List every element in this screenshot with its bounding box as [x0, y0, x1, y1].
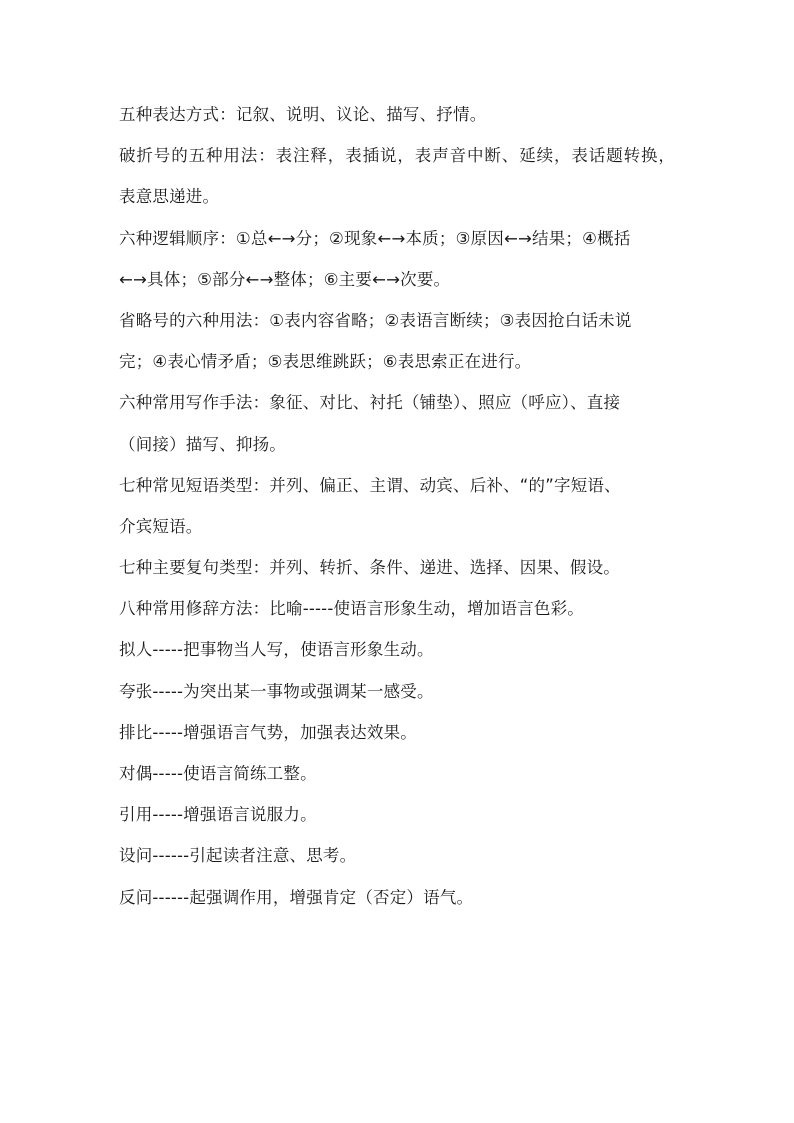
text-line: 表意思递进。 — [119, 187, 220, 207]
text-line: 设问------引起读者注意、思考。 — [119, 846, 357, 866]
text-line: 完；④表心情矛盾；⑤表思维跳跃；⑥表思索正在进行。 — [119, 352, 532, 372]
text-line: 排比-----增强语言气势，加强表达效果。 — [119, 722, 417, 742]
text-line: 夸张-----为突出某一事物或强调某一感受。 — [119, 681, 434, 701]
text-line: 六种常用写作手法：象征、对比、衬托（铺垫）、照应（呼应）、直接 — [119, 393, 621, 413]
document-body — [119, 105, 694, 929]
text-line: 反问------起强调作用，增强肯定（否定）语气。 — [119, 887, 474, 907]
text-line: 拟人-----把事物当人写，使语言形象生动。 — [119, 640, 434, 660]
text-line: 七种主要复句类型：并列、转折、条件、递进、选择、因果、假设。 — [119, 558, 620, 578]
text-line: 破折号的五种用法：表注释，表插说，表声音中断、延续，表话题转换， — [119, 146, 676, 166]
text-line: 七种常见短语类型：并列、偏正、主谓、动宾、后补、“的”字短语、 — [119, 475, 621, 495]
text-line: 五种表达方式：记叙、说明、议论、描写、抒情。 — [119, 105, 487, 124]
text-line: 引用-----增强语言说服力。 — [119, 805, 317, 825]
text-line: 介宾短语。 — [119, 516, 203, 536]
text-line: 八种常用修辞方法：比喻-----使语言形象生动，增加语言色彩。 — [119, 599, 584, 619]
text-line: （间接）描写、抑扬。 — [119, 434, 286, 454]
text-line: 六种逻辑顺序：①总←→分；②现象←→本质；③原因←→结果；④概括 — [119, 228, 631, 248]
text-line: ←→具体；⑤部分←→整体；⑥主要←→次要。 — [119, 269, 451, 289]
text-line: 省略号的六种用法：①表内容省略；②表语言断续；③表因抢白话未说 — [119, 310, 632, 330]
text-line: 对偶-----使语言简练工整。 — [119, 764, 317, 783]
